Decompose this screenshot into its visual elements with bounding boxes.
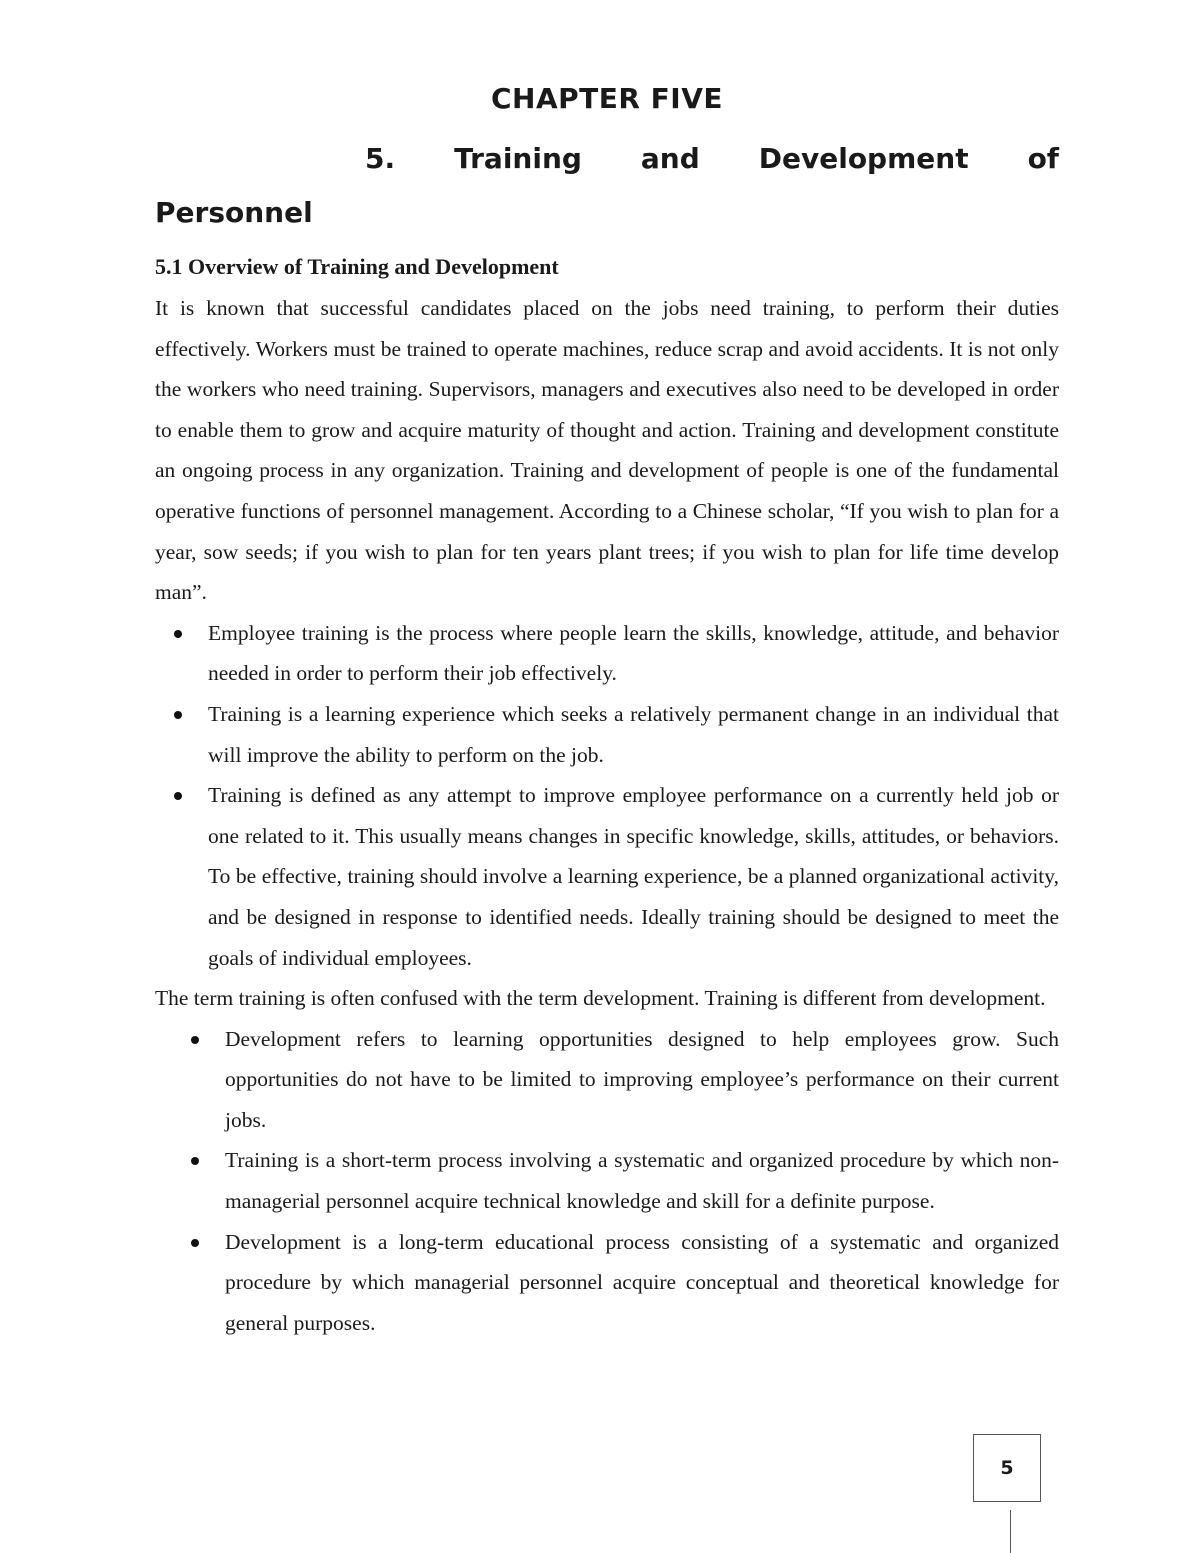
heading-word: Training [454,142,582,175]
heading-number: 5. [365,142,396,175]
list-item [155,613,1059,694]
chapter-label: CHAPTER FIVE [490,82,724,115]
comparison-list [155,1019,1059,1344]
page-number: 5 [1000,1457,1014,1479]
intro-paragraph: It is known that successful candidates placed on the jobs need training, to perform their duties effectively. Workers must be trained to operate machines, reduce scrap and avoid accidents. It is not only the workers who need training. Supervisors, managers and executives also need to be developed in order to enable them to grow and acquire maturity of thought and action. Training and development constitute an ongoing process in any organization. Training and development of people is one of the fundamental operative functions of personnel management. According to a Chinese scholar, “If you wish to plan for a year, sow seeds; if you wish to plan for ten years plant trees; if you wish to plan for life time develop man”. [155,296,1059,605]
bullet-icon [191,1239,199,1247]
bullet-icon [191,1157,199,1165]
heading-wrap-word: Personnel [155,196,313,229]
chapter-heading-line [155,132,1059,186]
section-title: 5.1 Overview of Training and Development [155,254,559,279]
list-item [155,1019,1059,1141]
list-item-text: Employee training is the process where people learn the skills, knowledge, attitude, and behavior needed in order to perform their job effectively. [208,620,1059,686]
bullet-icon [191,1036,199,1044]
heading-word: of [1027,142,1059,175]
bullet-icon [174,630,182,638]
chapter-heading [155,132,1059,240]
page-number-box [973,1434,1041,1502]
bullet-icon [174,792,182,800]
page-number-connector [1010,1510,1011,1553]
list-item-text: Training is defined as any attempt to improve employee performance on a currently held job or one related to it. This usually means changes in specific knowledge, skills, attitudes, or behaviors. To be effective, training should involve a learning experience, be a planned organizational activity, and be designed in response to identified needs. Ideally training should be designed to meet the goals of individual employees. [208,783,1059,970]
list-item [155,1222,1059,1344]
list-item [155,694,1059,775]
list-item-text: Training is a short-term process involving a systematic and organized procedure by which non-managerial personnel acquire technical knowledge and skill for a definite purpose. [225,1148,1059,1214]
heading-word: Development [758,142,969,175]
list-item [155,775,1059,978]
list-item-text: Training is a learning experience which seeks a relatively permanent change in an individual that will improve the ability to perform on the job. [208,701,1059,767]
list-item [155,1140,1059,1221]
training-definitions-list [155,613,1059,978]
list-item-text: Development refers to learning opportunities designed to help employees grow. Such opportunities do not have to be limited to improving employee’s performance on their current jobs. [225,1026,1059,1132]
list-item-text: Development is a long-term educational process consisting of a systematic and organized procedure by which managerial personnel acquire conceptual and theoretical knowledge for general purposes. [225,1229,1059,1335]
document-page [155,78,1059,1343]
heading-word: and [640,142,700,175]
bullet-icon [174,711,182,719]
comparison-paragraph: The term training is often confused with the term development. Training is different from development. [155,986,1046,1011]
